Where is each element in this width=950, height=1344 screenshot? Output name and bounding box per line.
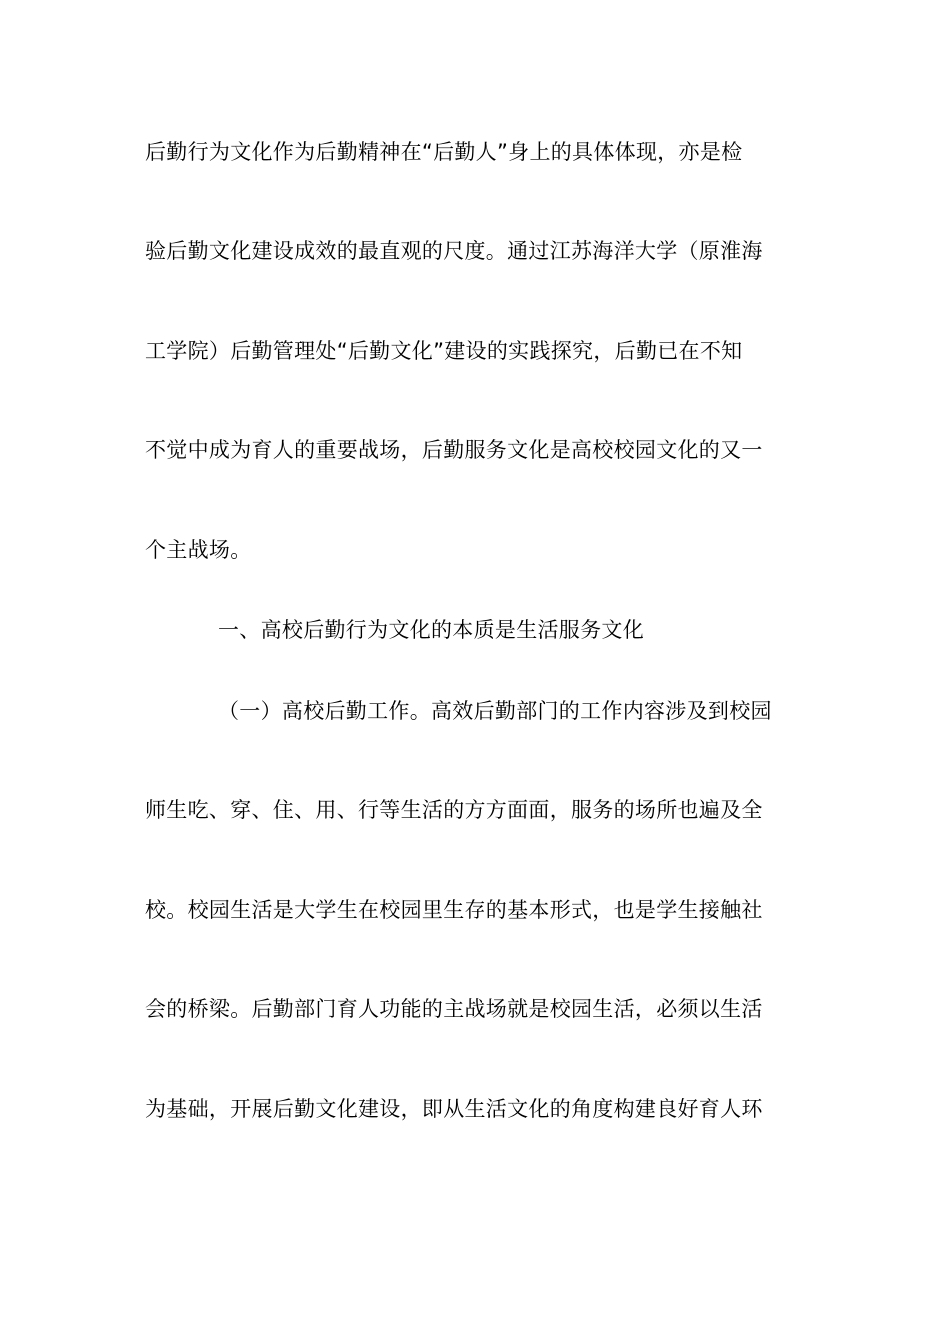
paragraph-line-2: 验后勤文化建设成效的最直观的尺度。通过江苏海洋大学（原淮海: [145, 239, 763, 263]
subsection-line-3: 校。校园生活是大学生在校园里生存的基本形式，也是学生接触社: [145, 898, 763, 922]
subsection-line-5: 为基础，开展后勤文化建设，即从生活文化的角度构建良好育人环: [145, 1097, 763, 1121]
subsection-line-2: 师生吃、穿、住、用、行等生活的方方面面，服务的场所也遍及全: [145, 798, 763, 822]
section-heading: 一、高校后勤行为文化的本质是生活服务文化: [218, 618, 644, 642]
subsection-line-4: 会的桥梁。后勤部门育人功能的主战场就是校园生活，必须以生活: [145, 997, 763, 1021]
subsection-line-1: （一）高校后勤工作。高效后勤部门的工作内容涉及到校园: [218, 699, 772, 723]
paragraph-line-5: 个主战场。: [145, 538, 252, 562]
paragraph-line-4: 不觉中成为育人的重要战场，后勤服务文化是高校校园文化的又一: [145, 438, 763, 462]
paragraph-line-1: 后勤行为文化作为后勤精神在“后勤人”身上的具体体现，亦是检: [145, 140, 743, 164]
paragraph-line-3: 工学院）后勤管理处“后勤文化”建设的实践探究，后勤已在不知: [145, 339, 743, 363]
